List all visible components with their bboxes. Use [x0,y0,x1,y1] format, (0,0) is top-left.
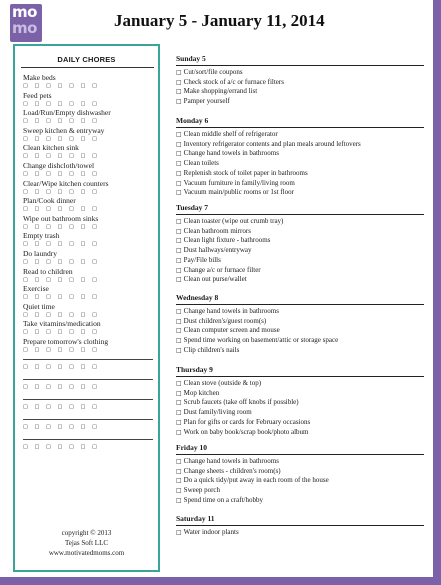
day-section [176,365,426,437]
task-label: Clip children's nails [183,345,240,354]
blank-chore-line [23,399,153,400]
daily-chores-panel [13,44,160,572]
task-item [176,87,426,97]
chore-checkbox-row[interactable]: □ □ □ □ □ □ □ [23,276,100,283]
blank-chore-line [23,379,153,380]
task-checkbox[interactable]: □ [176,218,182,225]
chore-checkbox-row[interactable]: □ □ □ □ □ □ □ [23,135,100,142]
copyright-text: Tejas Soft LLC [64,539,109,547]
task-label: Clean stove (outside & top) [183,379,262,387]
chore-item: Change dishcloth/towel [23,161,95,170]
task-label: Scrub faucets (take off knobs if possible) [183,398,299,407]
task-checkbox[interactable]: □ [176,169,182,177]
task-item [176,389,426,399]
task-checkbox[interactable]: □ [176,346,182,354]
task-label: Change a/c or furnace filter [183,265,261,274]
task-checkbox[interactable]: □ [176,69,182,76]
chore-checkbox-row[interactable]: □ □ □ □ □ □ □ [23,311,100,318]
day-section [176,293,426,356]
day-rule [176,525,424,526]
copyright-text: www.motivatedmoms.com [48,549,125,557]
chore-item: Load/Run/Empty dishwasher [23,108,111,118]
task-label: Clean out purse/wallet [183,275,247,284]
chore-checkbox-row[interactable]: □ □ □ □ □ □ □ [23,223,100,230]
chore-checkbox-row[interactable]: □ □ □ □ □ □ □ [23,100,100,107]
task-checkbox[interactable]: □ [176,308,182,315]
blank-chore-line [23,359,153,360]
task-checkbox[interactable]: □ [176,487,182,495]
task-checkbox[interactable]: □ [176,160,182,168]
task-item [176,149,426,159]
day-rule [176,376,424,377]
day-title: Sunday 5 [176,54,206,63]
day-section [176,54,426,107]
task-checkbox[interactable]: □ [176,529,182,536]
task-item [176,68,426,78]
chore-item: Take vitamins/medication [23,319,101,329]
task-item [176,246,426,256]
task-item [176,78,426,88]
chore-item: Read to children [23,266,73,276]
task-item [176,528,426,538]
task-checkbox[interactable]: □ [176,380,182,387]
task-item [176,428,426,438]
chore-checkbox-row[interactable]: □ □ □ □ □ □ □ [23,403,100,410]
task-item [176,496,426,506]
task-item [176,476,426,486]
task-checkbox[interactable]: □ [176,256,182,264]
chore-checkbox-row[interactable]: □ □ □ □ □ □ □ [23,347,100,353]
day-title: Monday 6 [176,116,209,125]
task-item [176,379,426,389]
chore-checkbox-row[interactable]: □ □ □ □ □ □ □ [23,363,100,370]
task-item [176,97,426,107]
chore-item: Do laundry [23,249,57,258]
day-rule [176,304,424,305]
task-item [176,326,426,336]
right-border [433,0,441,585]
task-label: Clean toaster (wipe out crumb tray) [183,217,284,225]
task-label: Dust family/living room [183,408,252,417]
day-section [176,116,426,198]
task-item [176,266,426,276]
task-checkbox[interactable]: □ [176,418,182,426]
chore-checkbox-row[interactable]: □ □ □ □ □ □ □ [23,188,100,195]
day-section [176,203,426,285]
task-checkbox[interactable]: □ [176,496,182,504]
blank-chore-line [23,439,153,440]
day-title: Friday 10 [176,443,208,452]
task-label: Change sheets - children's room(s) [183,466,281,475]
task-label: Change hand towels in bathrooms [183,307,279,315]
chore-checkbox-row[interactable]: □ □ □ □ □ □ □ [23,259,100,265]
chore-item: Prepare tomorrow's clothing [23,337,109,346]
task-checkbox[interactable]: □ [176,140,182,148]
task-item [176,418,426,428]
chore-item: Clean kitchen sink [23,143,79,153]
chore-item: Sweep kitchen & entryway [23,125,105,135]
momo-logo: mo mo [10,4,42,42]
task-label: Vacuum main/public rooms or 1st floor [183,188,294,197]
task-item [176,256,426,266]
task-item [176,486,426,496]
task-label: Clean computer screen and mouse [183,326,280,335]
chore-checkbox-row[interactable]: □ □ □ □ □ □ □ [23,423,100,430]
task-checkbox[interactable]: □ [176,399,182,407]
task-item [176,317,426,327]
task-label: Dust hallways/entryway [183,246,252,255]
task-item [176,217,426,227]
task-checkbox[interactable]: □ [176,131,182,138]
task-label: Clean light fixture - bathrooms [183,236,271,245]
task-checkbox[interactable]: □ [176,276,182,284]
day-title: Saturday 11 [176,514,215,523]
day-rule [176,65,424,66]
task-item [176,307,426,317]
page-title: January 5 - January 11, 2014 [114,11,325,30]
task-label: Spend time on a craft/hobby [183,495,263,504]
day-title: Tuesday 7 [176,203,209,212]
task-item [176,346,426,356]
task-label: Water indoor plants [183,528,239,536]
chore-checkbox-row[interactable]: □ □ □ □ □ □ □ [23,153,100,160]
task-item [176,336,426,346]
task-label: Make shopping/errand list [183,87,258,96]
task-label: Cut/sort/file coupons [183,68,243,76]
task-checkbox[interactable]: □ [176,78,182,86]
chore-item: Make beds [23,73,56,82]
day-title: Thursday 9 [176,365,213,374]
bottom-border [0,577,441,585]
day-rule [176,214,424,215]
task-item [176,140,426,150]
task-item [176,227,426,237]
task-label: Sweep porch [183,486,221,495]
task-checkbox[interactable]: □ [176,458,182,465]
task-checkbox[interactable]: □ [176,237,182,245]
task-label: Clean bathroom mirrors [183,226,251,235]
task-checkbox[interactable]: □ [176,337,182,345]
chore-checkbox-row[interactable]: □ □ □ □ □ □ □ [23,241,100,248]
task-item [176,169,426,179]
task-label: Do a quick tidy/put away in each room of the house [183,476,329,485]
task-checkbox[interactable]: □ [176,179,182,187]
task-label: Inventory refrigerator contents and plan meals around leftovers [183,139,361,148]
chore-item: Quiet time [23,301,55,311]
chore-item: Empty trash [23,231,60,241]
task-checkbox[interactable]: □ [176,317,182,325]
task-item [176,159,426,169]
task-checkbox[interactable]: □ [176,389,182,397]
task-item [176,236,426,246]
task-label: Work on baby book/scrap book/photo album [183,427,309,436]
heading-rule [21,67,154,68]
day-rule [176,454,424,455]
task-checkbox[interactable]: □ [176,266,182,274]
task-item [176,457,426,467]
chore-checkbox-row[interactable]: □ □ □ □ □ □ □ [23,329,100,336]
task-label: Replenish stock of toilet paper in bathrooms [183,168,308,177]
daily-chores-heading: DAILY CHORES [57,55,116,64]
task-label: Change hand towels in bathrooms [183,149,279,158]
task-checkbox[interactable]: □ [176,467,182,475]
task-checkbox[interactable]: □ [176,247,182,255]
day-rule [176,127,424,128]
task-label: Pamper yourself [183,97,230,106]
chore-item: Plan/Cook dinner [23,196,76,206]
chore-item: Exercise [23,284,49,294]
task-checkbox[interactable]: □ [176,150,182,158]
task-label: Clean toilets [183,159,219,168]
task-checkbox[interactable]: □ [176,227,182,235]
chore-checkbox-row[interactable]: □ □ □ □ □ □ □ [23,118,100,125]
day-title: Wednesday 8 [176,293,219,302]
task-item [176,398,426,408]
task-item [176,179,426,189]
task-label: Clean middle shelf of refrigerator [183,130,278,138]
task-item [176,275,426,285]
task-item [176,188,426,198]
task-checkbox[interactable]: □ [176,477,182,485]
task-label: Plan for gifts or cards for February occasions [183,417,311,426]
chore-checkbox-row[interactable]: □ □ □ □ □ □ □ [23,83,100,89]
task-item [176,408,426,418]
task-label: Check stock of a/c or furnace filters [183,77,284,86]
chore-checkbox-row[interactable]: □ □ □ □ □ □ □ [23,171,100,177]
chore-checkbox-row[interactable]: □ □ □ □ □ □ □ [23,206,100,213]
task-checkbox[interactable]: □ [176,428,182,436]
task-item [176,467,426,477]
task-checkbox[interactable]: □ [176,409,182,417]
task-label: Change hand towels in bathrooms [183,457,279,465]
day-section [176,514,426,538]
task-checkbox[interactable]: □ [176,189,182,197]
chore-item: Clear/Wipe kitchen counters [23,178,109,188]
chore-checkbox-row[interactable]: □ □ □ □ □ □ □ [23,443,100,450]
blank-chore-line [23,419,153,420]
chore-item: Feed pets [23,90,52,100]
task-checkbox[interactable]: □ [176,98,182,106]
chore-checkbox-row[interactable]: □ □ □ □ □ □ □ [23,383,100,390]
task-label: Mop kitchen [183,388,220,397]
task-label: Pay/File bills [183,255,221,264]
task-label: Dust children's/guest room(s) [183,316,267,325]
copyright-text: copyright © 2013 [61,529,112,537]
task-checkbox[interactable]: □ [176,88,182,96]
task-item [176,130,426,140]
day-section [176,443,426,506]
task-label: Vacuum furniture in family/living room [183,178,295,187]
task-checkbox[interactable]: □ [176,327,182,335]
chore-checkbox-row[interactable]: □ □ □ □ □ □ □ [23,294,100,301]
task-label: Spend time working on basement/attic or storage space [183,336,339,345]
chore-item: Wipe out bathroom sinks [23,213,99,223]
